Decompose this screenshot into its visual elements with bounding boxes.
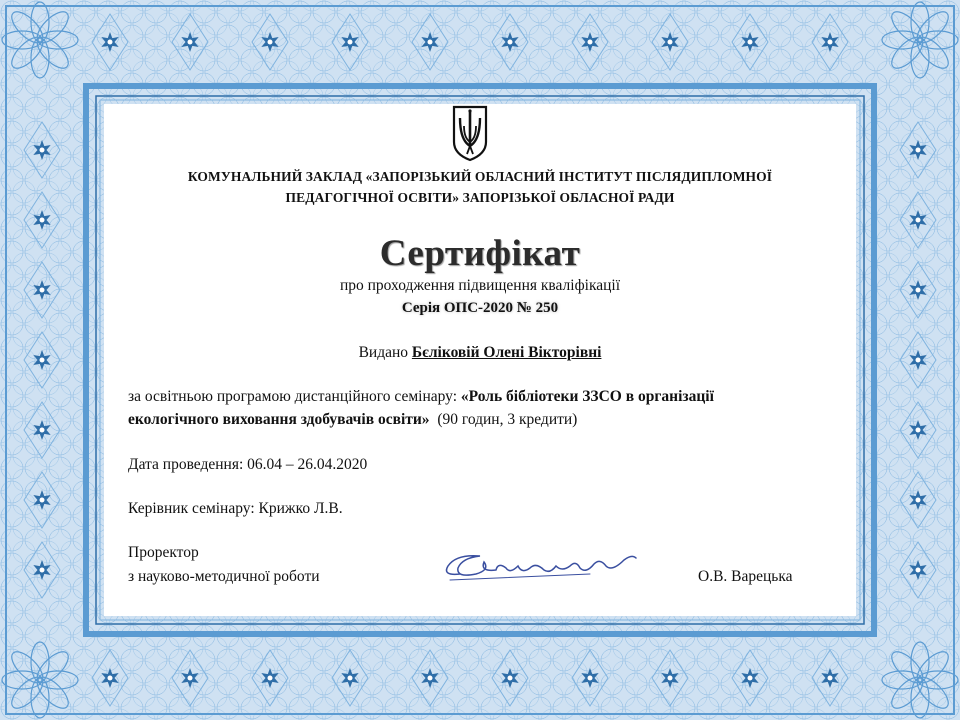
ornament-star-center <box>40 428 45 433</box>
ornament-star-center <box>268 40 273 45</box>
ornament-star-center <box>748 40 753 45</box>
ornament-star-center <box>916 148 921 153</box>
ornament-star-center <box>40 358 45 363</box>
ornament-star-center <box>828 676 833 681</box>
ornament-star-center <box>508 676 513 681</box>
program-line-2 <box>128 411 577 429</box>
ornament-star-center <box>428 40 433 45</box>
ornament-star-center <box>40 218 45 223</box>
program-title-part1: «Роль бібліотеки ЗЗСО в організації <box>460 388 714 405</box>
ornament-star-center <box>40 498 45 503</box>
ornament-star-center <box>916 568 921 573</box>
seminar-supervisor: Керівник семінару: Крижко Л.В. <box>128 500 343 517</box>
ornament-star-center <box>508 40 513 45</box>
ornament-star-center <box>588 40 593 45</box>
trident-coat-of-arms-icon <box>450 104 490 162</box>
ornament-star-center <box>916 218 921 223</box>
signer-title-line-1: Проректор <box>128 544 199 561</box>
org-name-line-2: ПЕДАГОГІЧНОЇ ОСВІТИ» ЗАПОРІЗЬКОЇ ОБЛАСНОЇ РАДИ <box>285 190 675 205</box>
ornament-star-center <box>668 676 673 681</box>
ornament-star-center <box>916 358 921 363</box>
org-name-line-1: КОМУНАЛЬНИЙ ЗАКЛАД «ЗАПОРІЗЬКИЙ ОБЛАСНИЙ ІНСТИТУТ ПІСЛЯДИПЛОМНОЇ <box>187 169 773 184</box>
ornament-star-center <box>188 676 193 681</box>
ornament-star-center <box>916 428 921 433</box>
certificate-content-area <box>104 104 856 616</box>
signer-name: О.В. Варецька <box>698 568 793 585</box>
program-hours: (90 годин, 3 кредити) <box>429 411 578 428</box>
ornament-star-center <box>348 676 353 681</box>
program-line-1 <box>128 388 714 406</box>
certificate-subtitle: про проходження підвищення кваліфікації <box>339 277 621 294</box>
ornament-star-center <box>40 568 45 573</box>
signer-title-line-2: з науково-методичної роботи <box>128 568 320 585</box>
program-title-part2: екологічного виховання здобувачів освіти» <box>128 411 430 428</box>
recipient-name: Бєліковій Олені Вікторівні <box>411 344 602 361</box>
event-dates: Дата проведення: 06.04 – 26.04.2020 <box>128 456 368 473</box>
ornament-star-center <box>40 288 45 293</box>
ornament-star-center <box>428 676 433 681</box>
program-prefix: за освітньою програмою дистанційного семінару: <box>128 388 461 405</box>
ornament-star-center <box>668 40 673 45</box>
ornament-star-center <box>108 676 113 681</box>
ornament-star-center <box>828 40 833 45</box>
certificate-series: Серія ОПС-2020 № 250 <box>401 300 559 316</box>
issued-label: Видано <box>358 344 412 361</box>
ornament-star-center <box>108 40 113 45</box>
ornament-star-center <box>40 148 45 153</box>
issued-to-line <box>104 344 856 362</box>
ornament-star-center <box>188 40 193 45</box>
handwritten-signature <box>440 544 640 588</box>
ornament-star-center <box>916 498 921 503</box>
ornament-star-center <box>916 288 921 293</box>
ornament-star-center <box>588 676 593 681</box>
certificate-title: Сертифікат <box>379 233 581 274</box>
ornament-star-center <box>748 676 753 681</box>
ornament-star-center <box>348 40 353 45</box>
ornament-star-center <box>268 676 273 681</box>
